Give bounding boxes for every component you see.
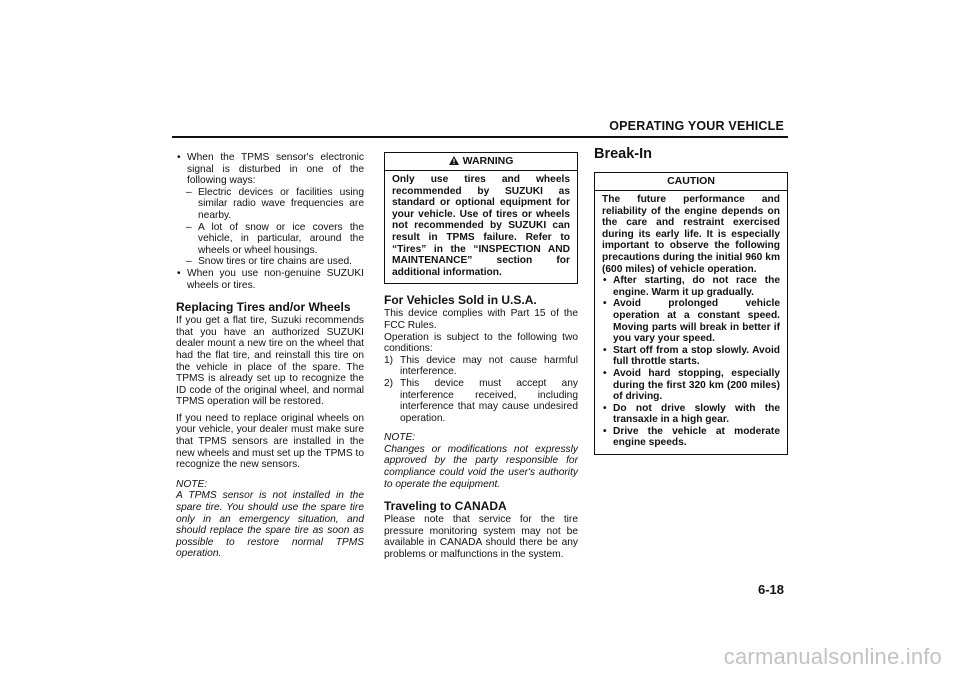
warning-header bbox=[385, 153, 577, 171]
watermark: carmanualsonline.info bbox=[723, 644, 942, 669]
dash-item: – Electric devices or facilities using similar radio wave frequencies are nearby. bbox=[176, 187, 364, 222]
section-title-usa: For Vehicles Sold in U.S.A. bbox=[384, 293, 537, 308]
numbered-item bbox=[384, 378, 578, 424]
caution-bullet: • After starting, do not race the engine. Warm it up gradually. bbox=[602, 275, 780, 298]
item-text: This device may not cause harmful interference. bbox=[400, 354, 578, 378]
item-text: This device must accept any interference received, including interference that may cause undesired operation. bbox=[400, 377, 578, 424]
caution-header: CAUTION bbox=[595, 173, 787, 191]
note-text: Changes or modifications not expressly approved by the party responsible for compliance could void the user's authority to operate the equipment. bbox=[384, 443, 578, 490]
caution-body bbox=[595, 191, 787, 454]
paragraph: If you need to replace original wheels on your vehicle, your dealer must make sure that TPMS sensors are installed in the new wheels and must set up the TPMS to recognize the new sensors. bbox=[176, 412, 364, 471]
bullet-item: • When the TPMS sensor's electronic signal is disturbed in one of the following ways: bbox=[176, 152, 364, 187]
section-title-canada: Traveling to CANADA bbox=[384, 499, 507, 514]
caution-bullet: • Drive the vehicle at moderate engine speeds. bbox=[602, 426, 780, 449]
column-right bbox=[594, 146, 788, 455]
paragraph: Operation is subject to the following two conditions: bbox=[384, 331, 578, 355]
item-number: 1) bbox=[384, 354, 394, 366]
caution-bullet: • Start off from a stop slowly. Avoid full throttle starts. bbox=[602, 345, 780, 368]
caution-box bbox=[594, 172, 788, 455]
bullet-item: • When you use non-genuine SUZUKI wheels or tires. bbox=[176, 268, 364, 291]
note-text: A TPMS sensor is not installed in the spare tire. You should use the spare tire only in an emergency situation, and should replace the spare tire as soon as possible to restore normal TPMS operation. bbox=[176, 490, 364, 560]
caution-bullet: • Avoid prolonged vehicle operation at a constant speed. Moving parts will break in better if you vary your speed. bbox=[602, 298, 780, 344]
section-title-replacing-tires: Replacing Tires and/or Wheels bbox=[176, 300, 351, 315]
section-title-break-in: Break-In bbox=[594, 146, 653, 162]
note-label: NOTE: bbox=[384, 432, 416, 444]
column-left bbox=[176, 152, 364, 560]
paragraph: This device complies with Part 15 of the FCC Rules. bbox=[384, 308, 578, 331]
numbered-item bbox=[384, 355, 578, 378]
header-rule bbox=[172, 136, 788, 138]
dash-item: – A lot of snow or ice covers the vehicle, in particular, around the wheels or wheel housings. bbox=[176, 222, 364, 257]
note-label: NOTE: bbox=[176, 478, 208, 490]
warning-box bbox=[384, 152, 578, 284]
warning-title: WARNING bbox=[462, 155, 514, 167]
item-number: 2) bbox=[384, 377, 394, 389]
warning-text: Only use tires and wheels recommended by SUZUKI as standard or optional equipment for your vehicle. Use of tires or wheels not recommended by SUZUKI can result in TPMS failure. Refer to “Tires” in the “INSPECTION AND MAINTENANCE” section for additional information. bbox=[392, 174, 570, 278]
column-middle bbox=[384, 152, 578, 566]
caution-bullet: • Do not drive slowly with the transaxle in a high gear. bbox=[602, 403, 780, 426]
dash-item: – Snow tires or tire chains are used. bbox=[176, 256, 364, 268]
paragraph: Please note that service for the tire pressure monitoring system may not be available in CANADA should there be any problems or malfunctions in the system. bbox=[384, 514, 578, 561]
caution-intro: The future performance and reliability of the engine depends on the care and restraint exercised during its early life. It is especially important to observe the following precautions during the initial 960 km (600 miles) of vehicle operation. bbox=[602, 194, 780, 275]
warning-triangle-icon bbox=[449, 154, 459, 171]
page-header-title: OPERATING YOUR VEHICLE bbox=[609, 119, 784, 133]
caution-bullet: • Avoid hard stopping, especially during the first 320 km (200 miles) of driving. bbox=[602, 368, 780, 403]
paragraph: If you get a flat tire, Suzuki recommends that you have an authorized SUZUKI dealer mount a new tire on the wheel that had the flat tire, and reinstall this tire on the vehicle in place of the spare. The TPMS is already set up to recognize the ID code of the original wheel, and normal TPMS operation will be restored. bbox=[176, 315, 364, 408]
page-number: 6-18 bbox=[757, 582, 784, 597]
